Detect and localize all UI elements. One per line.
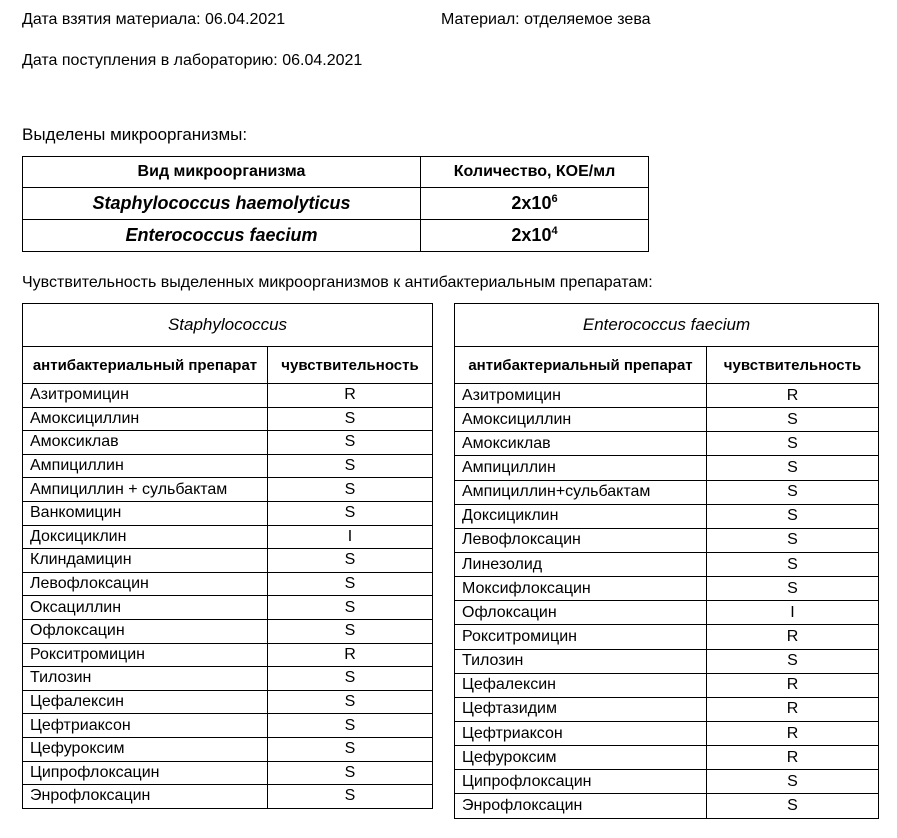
drug-name: Энрофлоксацин [455, 794, 707, 818]
drug-name: Офлоксацин [455, 601, 707, 625]
table-row [455, 552, 879, 576]
drug-name: Амоксициллин [455, 408, 707, 432]
organism-name: Staphylococcus haemolyticus [23, 188, 421, 220]
drug-column-header: антибактериальный препарат [23, 347, 268, 384]
staphylococcus-table-title: Staphylococcus [23, 304, 433, 347]
staphylococcus-rows [23, 384, 433, 809]
drug-name: Азитромицин [23, 384, 268, 408]
quantity-column-header: Количество, КОЕ/мл [421, 157, 649, 188]
drug-name: Амоксициллин [23, 407, 268, 431]
table-row [23, 667, 433, 691]
isolated-heading: Выделены микроорганизмы: [22, 125, 248, 144]
drug-name: Левофлоксацин [455, 528, 707, 552]
sensitivity-value: S [268, 761, 433, 785]
table-row [455, 384, 879, 408]
collection-date-line [22, 11, 285, 29]
sensitivity-value: S [707, 504, 879, 528]
table-header-row [23, 157, 649, 188]
sensitivity-value: R [707, 384, 879, 408]
table-row [23, 478, 433, 502]
table-row [23, 384, 433, 408]
drug-name: Рокситромицин [455, 625, 707, 649]
staphylococcus-sensitivity-table [22, 303, 433, 809]
table-row [455, 408, 879, 432]
sensitivity-value: S [707, 432, 879, 456]
table-row [455, 601, 879, 625]
quantity-exponent: 4 [551, 225, 558, 237]
sensitivity-value: S [268, 478, 433, 502]
drug-name: Азитромицин [455, 384, 707, 408]
enterococcus-table-title: Enterococcus faecium [455, 304, 879, 347]
sensitivity-value: S [268, 667, 433, 691]
table-row [23, 549, 433, 573]
table-row [23, 785, 433, 809]
sensitivity-value: R [707, 697, 879, 721]
table-title-row [455, 304, 879, 347]
table-row [23, 501, 433, 525]
drug-name: Левофлоксацин [23, 572, 268, 596]
receipt-date-value: 06.04.2021 [282, 52, 363, 69]
material-value: отделяемое зева [524, 11, 651, 28]
microorganism-table [22, 156, 649, 252]
drug-name: Рокситромицин [23, 643, 268, 667]
table-row [23, 619, 433, 643]
quantity-base: 2x10 [511, 193, 552, 213]
table-row [23, 188, 649, 220]
sensitivity-value: S [268, 454, 433, 478]
table-row [23, 431, 433, 455]
table-row [455, 794, 879, 818]
sensitivity-column-header: чувствительность [268, 347, 433, 384]
drug-name: Ампициллин [455, 456, 707, 480]
table-row [455, 504, 879, 528]
organism-quantity [421, 220, 649, 252]
drug-name: Ципрофлоксацин [455, 770, 707, 794]
drug-name: Энрофлоксацин [23, 785, 268, 809]
sensitivity-value: S [707, 577, 879, 601]
drug-name: Ампициллин + сульбактам [23, 478, 268, 502]
receipt-date-label: Дата поступления в лабораторию: [22, 52, 278, 69]
sensitivity-value: S [268, 549, 433, 573]
table-row [23, 454, 433, 478]
drug-name: Цефуроксим [455, 746, 707, 770]
sensitivity-value: S [707, 480, 879, 504]
sensitivity-value: I [268, 525, 433, 549]
drug-name: Амоксиклав [23, 431, 268, 455]
table-row [455, 577, 879, 601]
sensitivity-value: S [707, 552, 879, 576]
table-row [23, 525, 433, 549]
drug-name: Цефтриаксон [455, 721, 707, 745]
sensitivity-value: S [707, 770, 879, 794]
enterococcus-rows [455, 384, 879, 819]
table-title-row [23, 304, 433, 347]
sensitivity-heading: Чувствительность выделенных микроорганизмов к антибактериальным препаратам: [22, 274, 653, 291]
table-row [23, 761, 433, 785]
sensitivity-value: S [268, 714, 433, 738]
sensitivity-value: S [707, 794, 879, 818]
sensitivity-value: S [268, 501, 433, 525]
table-row [455, 721, 879, 745]
sensitivity-value: S [268, 572, 433, 596]
sensitivity-value: S [707, 408, 879, 432]
sensitivity-value: S [707, 456, 879, 480]
organism-quantity [421, 188, 649, 220]
sensitivity-value: S [268, 690, 433, 714]
quantity-base: 2x10 [511, 225, 552, 245]
drug-name: Цефтазидим [455, 697, 707, 721]
table-row [455, 625, 879, 649]
sensitivity-column-header: чувствительность [707, 347, 879, 384]
sensitivity-value: R [707, 746, 879, 770]
drug-name: Цефтриаксон [23, 714, 268, 738]
drug-name: Ципрофлоксацин [23, 761, 268, 785]
drug-name: Клиндамицин [23, 549, 268, 573]
sensitivity-value: S [268, 619, 433, 643]
table-row [455, 649, 879, 673]
drug-name: Линезолид [455, 552, 707, 576]
sensitivity-value: S [268, 407, 433, 431]
table-header-row [455, 347, 879, 384]
organism-name: Enterococcus faecium [23, 220, 421, 252]
sensitivity-value: I [707, 601, 879, 625]
table-row [455, 480, 879, 504]
table-row [23, 407, 433, 431]
sensitivity-value: S [268, 785, 433, 809]
sensitivity-value: R [707, 721, 879, 745]
drug-column-header: антибактериальный препарат [455, 347, 707, 384]
table-row [455, 770, 879, 794]
drug-name: Офлоксацин [23, 619, 268, 643]
sensitivity-value: S [707, 528, 879, 552]
table-row [23, 737, 433, 761]
drug-name: Доксициклин [455, 504, 707, 528]
sensitivity-value: R [268, 643, 433, 667]
drug-name: Ампициллин+сульбактам [455, 480, 707, 504]
enterococcus-sensitivity-table [454, 303, 879, 819]
quantity-exponent: 6 [551, 193, 558, 205]
drug-name: Тилозин [23, 667, 268, 691]
sensitivity-value: R [268, 384, 433, 408]
table-row [23, 690, 433, 714]
drug-name: Ампициллин [23, 454, 268, 478]
sensitivity-value: R [707, 625, 879, 649]
table-row [23, 572, 433, 596]
drug-name: Оксациллин [23, 596, 268, 620]
table-row [455, 456, 879, 480]
sensitivity-value: S [268, 596, 433, 620]
drug-name: Цефалексин [455, 673, 707, 697]
table-row [455, 746, 879, 770]
drug-name: Цефалексин [23, 690, 268, 714]
table-header-row [23, 347, 433, 384]
table-row [455, 697, 879, 721]
drug-name: Цефуроксим [23, 737, 268, 761]
table-row [23, 596, 433, 620]
table-row [23, 714, 433, 738]
sensitivity-value: S [268, 431, 433, 455]
drug-name: Тилозин [455, 649, 707, 673]
organism-column-header: Вид микроорганизма [23, 157, 421, 188]
collection-date-value: 06.04.2021 [205, 11, 286, 28]
drug-name: Моксифлоксацин [455, 577, 707, 601]
sensitivity-value: S [707, 649, 879, 673]
drug-name: Ванкомицин [23, 501, 268, 525]
sensitivity-value: R [707, 673, 879, 697]
sensitivity-value: S [268, 737, 433, 761]
table-row [23, 220, 649, 252]
material-line [441, 11, 651, 29]
drug-name: Амоксиклав [455, 432, 707, 456]
drug-name: Доксициклин [23, 525, 268, 549]
receipt-date-line [22, 52, 362, 70]
collection-date-label: Дата взятия материала: [22, 11, 201, 28]
table-row [455, 673, 879, 697]
material-label: Материал: [441, 11, 520, 28]
table-row [23, 643, 433, 667]
table-row [455, 528, 879, 552]
table-row [455, 432, 879, 456]
